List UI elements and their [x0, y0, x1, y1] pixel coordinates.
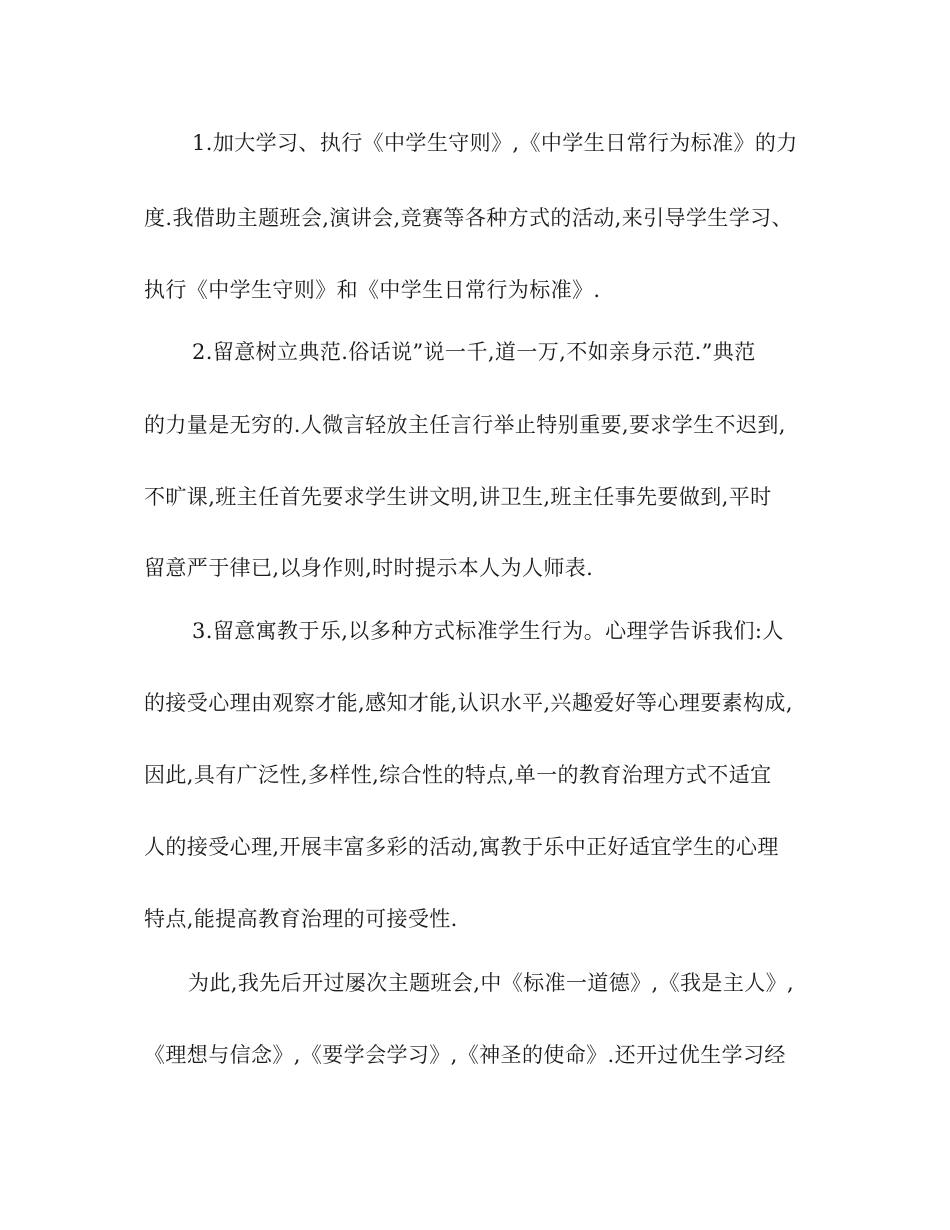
paragraph-2-line-2: 的力量是无穷的.人微言轻放主任言行举止特别重要,要求学生不迟到, — [144, 413, 786, 437]
paragraph-3-line-1: 3.留意寓教于乐,以多种方式标准学生行为。心理学告诉我们:人 — [192, 619, 784, 643]
paragraph-3-line-5: 特点,能提高教育治理的可接受性. — [144, 907, 458, 931]
paragraph-3-line-2: 的接受心理由观察才能,感知才能,认识水平,兴趣爱好等心理要素构成, — [144, 691, 793, 715]
paragraph-2-line-3: 不旷课,班主任首先要求学生讲文明,讲卫生,班主任事先要做到,平时 — [144, 485, 772, 509]
paragraph-1-line-2: 度.我借助主题班会,演讲会,竞赛等各种方式的活动,来引导学生学习、 — [144, 206, 793, 230]
paragraph-3-line-4: 人的接受心理,开展丰富多彩的活动,寓教于乐中正好适宜学生的心理 — [144, 835, 779, 859]
paragraph-4-line-1: 为此,我先后开过屡次主题班会,中《标准一道德》,《我是主人》, — [188, 971, 795, 995]
paragraph-2-line-1: 2.留意树立典范.俗话说”说一千,道一万,不如亲身示范.”典范 — [192, 340, 756, 364]
paragraph-2-line-4: 留意严于律已,以身作则,时时提示本人为人师表. — [144, 556, 594, 580]
paragraph-1-line-3: 执行《中学生守则》和《中学生日常行为标准》. — [144, 278, 601, 302]
paragraph-4-line-2: 《理想与信念》,《要学会学习》,《神圣的使命》.还开过优生学习经 — [144, 1043, 786, 1067]
paragraph-3-line-3: 因此,具有广泛性,多样性,综合性的特点,单一的教育治理方式不适宜 — [144, 763, 772, 787]
paragraph-1-line-1: 1.加大学习、执行《中学生守则》,《中学生日常行为标准》的力 — [192, 131, 798, 155]
